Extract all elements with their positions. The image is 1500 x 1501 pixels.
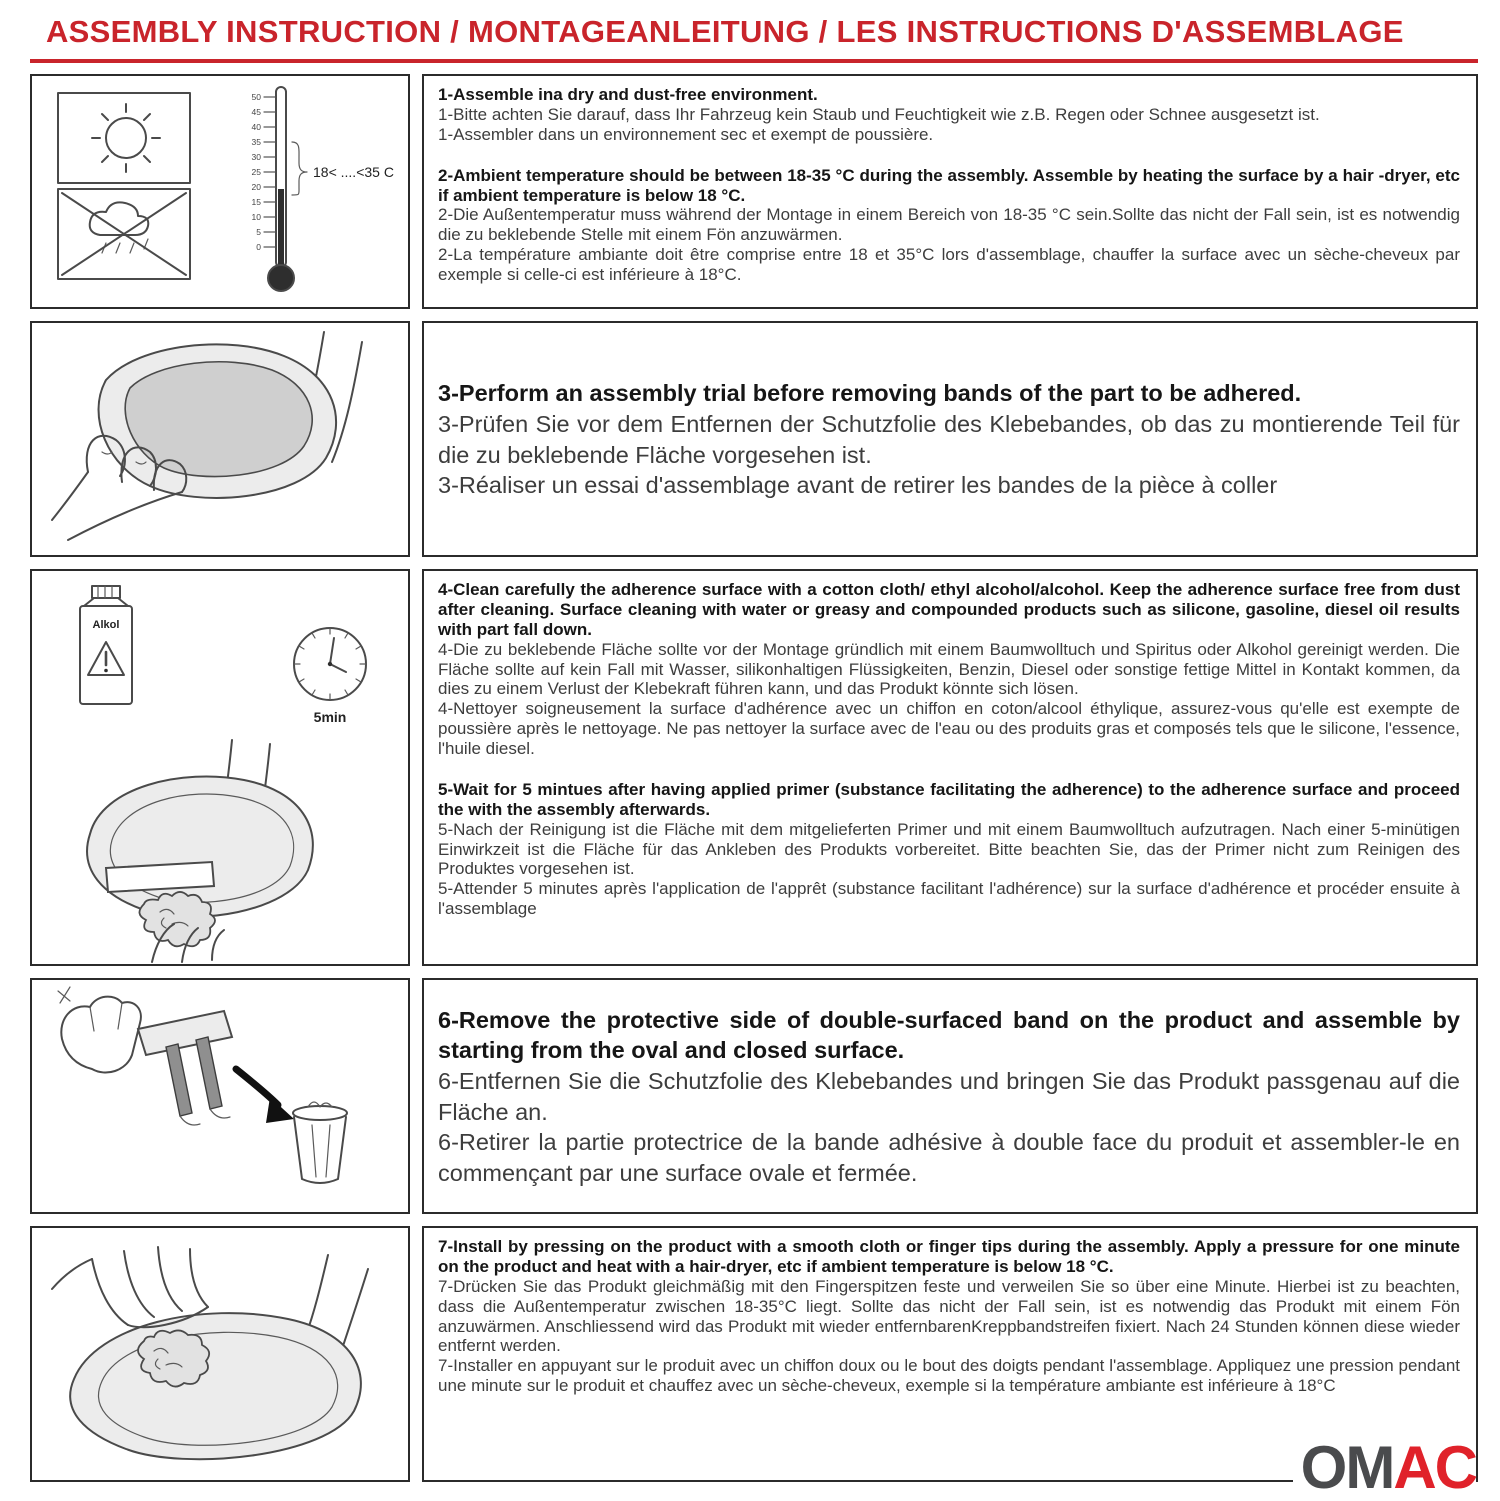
illustration-remove-band	[30, 978, 410, 1214]
thermometer-tick-40: 40	[251, 122, 261, 132]
thermometer-icon	[252, 87, 394, 291]
step6-fr: 6-Retirer la partie protectrice de la bande adhésive à double face du produit et assembler-le en commençant par une surface ovale et fermée.	[438, 1129, 1460, 1186]
step5-fr: 5-Attender 5 minutes après l'application de l'apprêt (substance facilitant l'adhérence) sur la surface d'adhérence et procéder ensuite à l'assemblage	[438, 879, 1460, 919]
instruction-row-remove-band	[30, 978, 1478, 1214]
instruction-text-steps-4-5	[422, 569, 1478, 966]
step7-fr: 7-Installer en appuyant sur le produit avec un chiffon doux ou le bout des doigts pendant l'assemblage. Appliquez une pression pendant une minute sur le produit et chauffez avec un sèche-cheveux, exemple si la température ambiante est inférieure à 18°C	[438, 1356, 1460, 1396]
illustration-clean-surface	[30, 569, 410, 966]
alcohol-bottle-icon	[80, 586, 132, 704]
arrow-icon	[236, 1069, 294, 1123]
step6-en: 6-Remove the protective side of double-surfaced band on the product and assemble by starting from the oval and closed surface.	[438, 1006, 1460, 1064]
omac-logo-dark-letters: OM	[1300, 1434, 1394, 1501]
page-title: ASSEMBLY INSTRUCTION / MONTAGEANLEITUNG / LES INSTRUCTIONS D'ASSEMBLAGE	[46, 14, 1404, 49]
instruction-row-clean	[30, 569, 1478, 966]
mirror-cover-icon	[70, 1313, 361, 1459]
step5-en: 5-Wait for 5 mintues after having applied primer (substance facilitating the adherence) to the adherence surface and proceed the with the assembly afterwards.	[438, 779, 1460, 819]
step4-en: 4-Clean carefully the adherence surface with a cotton cloth/ ethyl alcohol/alcohol. Keep the adherence surface free from dust after cleaning. Surface cleaning with water or greasy and compounded products such as silicone, gasoline, diesel oil results with part fall down.	[438, 580, 1460, 639]
environment-illustration	[32, 77, 408, 306]
thermometer-tick-10: 10	[251, 212, 261, 222]
thermometer-tick-45: 45	[251, 107, 261, 117]
step2-fr: 2-La température ambiante doit être comprise entre 18 et 35°C lors d'assemblage, chauffer la surface avec un sèche-cheveux par exemple si celle-ci est inférieure à 18°C.	[438, 245, 1460, 284]
step1-fr: 1-Assembler dans un environnement sec et exempt de poussière.	[438, 124, 934, 144]
hand-holding-mirror-illustration	[32, 324, 408, 554]
instruction-row-trial	[30, 321, 1478, 557]
temperature-brace	[292, 142, 307, 195]
peel-band-illustration	[32, 981, 408, 1211]
mirror-cover-icon	[99, 344, 337, 498]
clock-icon	[294, 628, 366, 725]
omac-logo-red-letters: AC	[1393, 1434, 1476, 1501]
sparkle-icon	[58, 987, 70, 1003]
sun-icon	[58, 93, 190, 183]
thermometer-tick-35: 35	[251, 137, 261, 147]
hand-icon	[52, 1247, 208, 1327]
bottle-label: Alkol	[92, 619, 120, 631]
step7-de: 7-Drücken Sie das Produkt gleichmäßig mit den Fingerspitzen feste und verweilen Sie so über eine Minute. Hierbei ist zu beachten, dass die Außentemperatur zwischen 18-35°C liegt. Sollte das nicht der Fall sein, ist es notwendig das Produkt mit einem Fön anzuwärmen. Anschliessend wird das Produkt mit wieder entfernbarenKreppbandstreifen fixiert. Nach 24 Stunden können diese wieder entfernt werden.	[438, 1276, 1460, 1356]
hand-icon	[58, 987, 141, 1073]
wait-time-label: 5min	[313, 709, 347, 725]
thermometer-tick-0: 0	[256, 242, 261, 252]
thermometer-tick-15: 15	[251, 197, 261, 207]
instruction-text-step-6	[422, 978, 1478, 1214]
step6-de: 6-Entfernen Sie die Schutzfolie des Klebebandes und bringen Sie das Produkt passgenau auf die Fläche an.	[438, 1067, 1460, 1125]
no-rain-icon	[58, 189, 190, 279]
step7-en: 7-Install by pressing on the product with a smooth cloth or finger tips during the assembly. Apply a pressure for one minute on the product and heat with a hair-dryer, etc if ambient temperature is below 18 °C.	[438, 1237, 1460, 1276]
step3-fr: 3-Réaliser un essai d'assemblage avant de retirer les bandes de la pièce à coller	[438, 472, 1278, 499]
illustration-press-install	[30, 1226, 410, 1482]
thermometer-tick-20: 20	[251, 182, 261, 192]
step2-en: 2-Ambient temperature should be between 18-35 °C during the assembly. Assemble by heating the surface by a hair -dryer, etc if ambient temperature is below 18 °C.	[438, 165, 1460, 205]
step1-de: 1-Bitte achten Sie darauf, dass Ihr Fahrzeug kein Staub und Feuchtigkeit wie z.B. Regen oder Schnee ausgesetzt ist.	[438, 104, 1320, 124]
title-divider	[30, 59, 1478, 63]
press-install-illustration	[32, 1229, 408, 1479]
mirror-wipe-icon	[87, 740, 313, 962]
thermometer-tick-5: 5	[256, 227, 261, 237]
thermometer-tick-30: 30	[251, 152, 261, 162]
instruction-row-install	[30, 1226, 1478, 1482]
instruction-row-environment	[30, 74, 1478, 309]
illustration-environment	[30, 74, 410, 309]
step2-de: 2-Die Außentemperatur muss während der Montage in einem Bereich von 18-35 °C sein.Sollte das nicht der Fall sein, ist es notwendig die zu beklebende Stelle mit einem Fön anzuwärmen.	[438, 205, 1460, 245]
illustration-assembly-trial	[30, 321, 410, 557]
instruction-text-steps-1-2	[422, 74, 1478, 309]
temperature-range-label: 18< ....<35 C	[313, 164, 394, 180]
adhesive-part-icon	[138, 1011, 232, 1125]
thermometer-tick-25: 25	[251, 167, 261, 177]
thermometer-tick-50: 50	[251, 92, 261, 102]
cleaning-illustration	[32, 572, 408, 963]
omac-logo	[1293, 1434, 1476, 1501]
step3-de: 3-Prüfen Sie vor dem Entfernen der Schutzfolie des Klebebandes, ob das zu montierende Teil für die zu beklebende Fläche vorgesehen ist.	[438, 410, 1460, 468]
step4-de: 4-Die zu beklebende Fläche sollte vor der Montage gründlich mit einem Baumwolltuch und Spiritus oder Alkohol gereinigt werden. Die Fläche sollte auf kein Fall mit Wasser, silikonhaltigen Flüssigkeiten, Benzin, Diesel oder sonstige fettige Mittel in Kontakt kommen, da dies zu einem Verlust der Klebekraft führen kann, und das Produkt könnte sich lösen.	[438, 639, 1460, 699]
trash-can-icon	[293, 1102, 347, 1183]
step4-fr: 4-Nettoyer soigneusement la surface d'adhérence avec un chiffon en coton/alcool éthylique, assurez-vous qu'elle est exempte de poussière après le nettoyage. Ne pas nettoyer la surface avec de l'eau ou des produits gras et composés tels que le silicone, l'essence, l'huile diesel.	[438, 699, 1460, 758]
step1-en: 1-Assemble ina dry and dust-free environment.	[438, 85, 818, 104]
step3-en: 3-Perform an assembly trial before removing bands of the part to be adhered.	[438, 380, 1302, 407]
instruction-text-step-3	[422, 321, 1478, 557]
step5-de: 5-Nach der Reinigung ist die Fläche mit dem mitgelieferten Primer und mit einem Baumwolltuch aufzutragen. Nach einer 5-minütigen Einwirkzeit ist die Fläche für das Ankleben des Produkts vorbereitet. Bitte beachten Sie, das der Primer nicht zum Reinigen des Produktes vorgesehen ist.	[438, 819, 1460, 879]
